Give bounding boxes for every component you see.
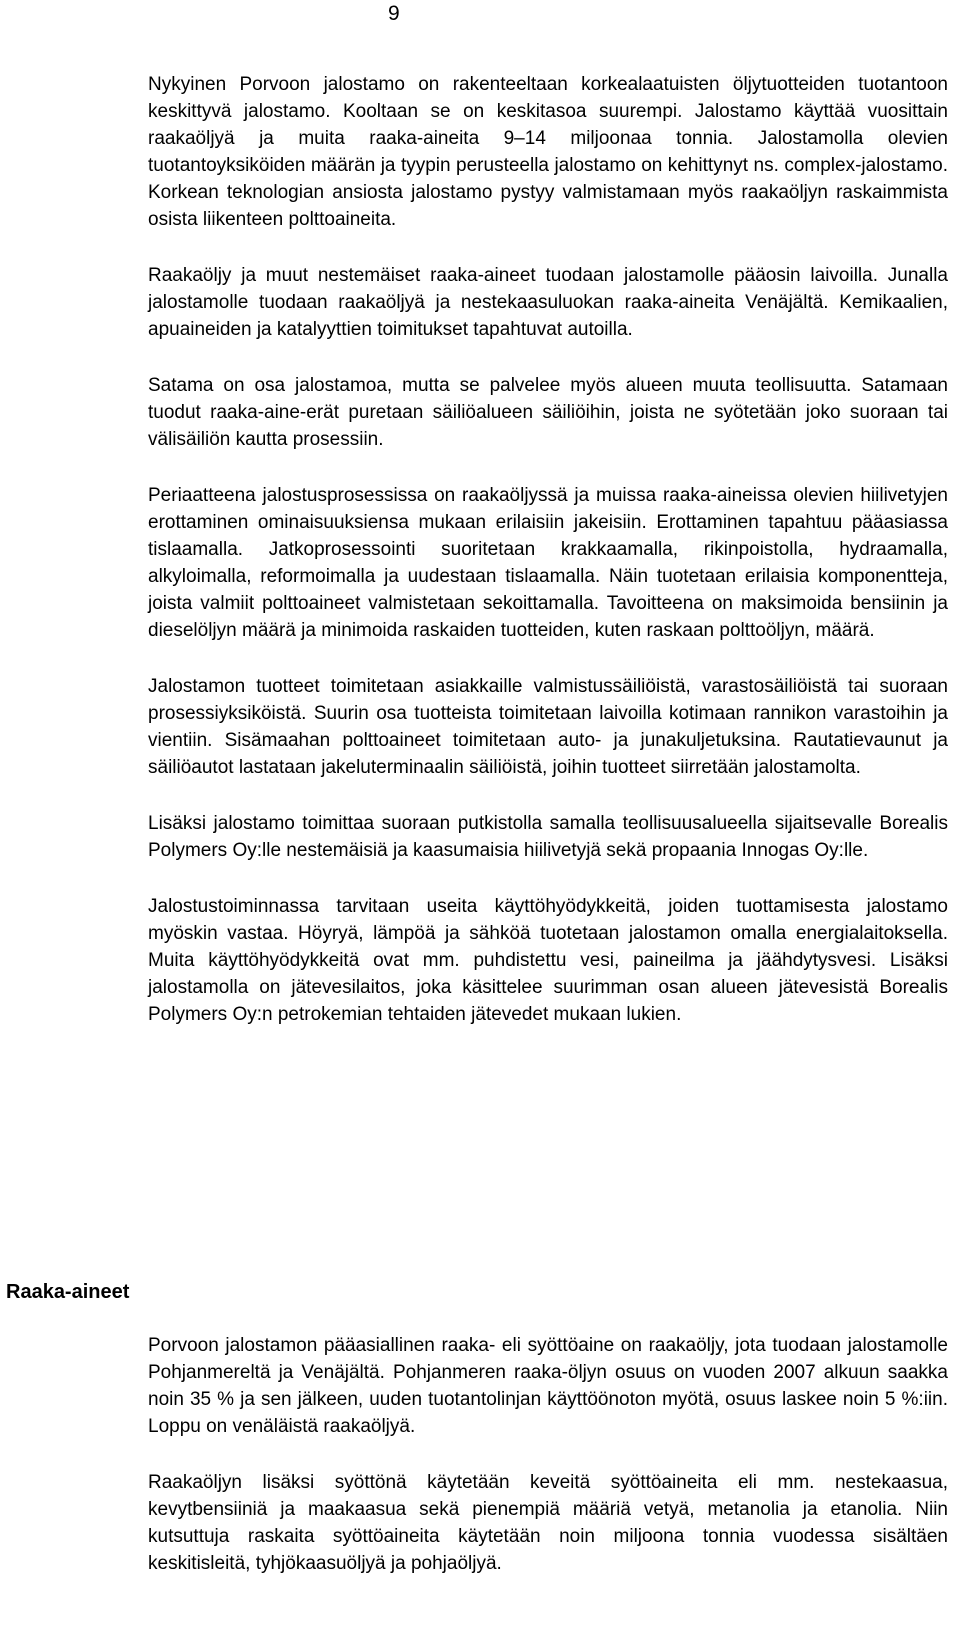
paragraph-main-feedstock: Porvoon jalostamon pääasiallinen raaka- eli syöttöaine on raakaöljy, jota tuodaan jalostamolle Pohjanmereltä ja Venäjältä. Pohjanmeren raaka-öljyn osuus on vuoden 2007 alkuun saakka noin 35 % ja sen jälkeen, uuden tuotantolinjan käyttöönoton myötä, osuus laskee noin 5 %:iin. Loppu on venäläistä raakaöljyä. <box>148 1335 948 1437</box>
paragraph-harbour: Satama on osa jalostamoa, mutta se palvelee myös alueen muuta teollisuutta. Satamaan tuodut raaka-aine-erät puretaan säiliöalueen säiliöihin, joista ne syötetään joko suoraan tai välisäiliön kautta prosessiin. <box>148 375 948 450</box>
paragraph-utilities: Jalostustoiminnassa tarvitaan useita käyttöhyödykkeitä, joiden tuottamisesta jalostamo myöskin vastaa. Höyryä, lämpöä ja sähköä tuotetaan jalostamon omalla energialaitoksella. Muita käyttöhyödykkeitä ovat mm. puhdistettu vesi, paineilma ja jäähdytysvesi. Lisäksi jalostamolla on jätevesilaitos, joka käsittelee suurimman osan alueen jätevesistä Borealis Polymers Oy:n petrokemian tehtaiden jätevedet mukaan lukien. <box>148 896 948 1025</box>
paragraph-refining-process: Periaatteena jalostusprosessissa on raakaöljyssä ja muissa raaka-aineissa olevien hiilivetyjen erottaminen ominaisuuksiensa mukaan erilaisiin jakeisiin. Erottaminen tapahtuu pääasiassa tislaamalla. Jatkoprosessointi suoritetaan krakkaamalla, rikinpoistolla, hydraamalla, alkyloimalla, reformoimalla ja uudestaan tislaamalla. Näin tuotetaan erilaisia komponentteja, joista valmiit polttoaineet valmistetaan sekoittamalla. Tavoitteena on maksimoida bensiinin ja dieselöljyn määrä ja minimoida raskaiden tuotteiden, kuten raskaan polttoöljyn, määrä. <box>148 485 948 641</box>
page-number: 9 <box>388 2 400 25</box>
paragraph-pipeline-supply: Lisäksi jalostamo toimittaa suoraan putkistolla samalla teollisuusalueella sijaitsevalle Borealis Polymers Oy:lle nestemäisiä ja kaasumaisia hiilivetyjä sekä propaania Innogas Oy:lle. <box>148 813 948 861</box>
paragraph-refinery-overview: Nykyinen Porvoon jalostamo on rakenteeltaan korkealaatuisten öljytuotteiden tuotantoon keskittyvä jalostamo. Kooltaan se on keskitasoa suurempi. Jalostamo käyttää vuosittain raakaöljyä ja muita raaka-aineita 9–14 miljoonaa tonnia. Jalostamolla olevien tuotantoyksiköiden määrän ja tyypin perusteella jalostamo on kehittynyt ns. complex-jalostamo. Korkean teknologian ansiosta jalostamo pystyy valmistamaan myös raakaöljyn raskaimmista osista liikenteen polttoaineita. <box>148 74 948 230</box>
body-text <box>148 71 948 1057</box>
section-text <box>148 1332 948 1606</box>
paragraph-other-feedstocks: Raakaöljyn lisäksi syöttönä käytetään keveitä syöttöaineita eli mm. nestekaasua, kevytbensiiniä ja maakaasua sekä pienempiä määriä vetyä, metanolia ja etanolia. Niin kutsuttuja raskaita syöttöaineita käytetään noin miljoona tonnia vuodessa sisältäen keskitisleitä, tyhjökaasuöljyä ja pohjaöljyä. <box>148 1472 948 1574</box>
paragraph-raw-material-delivery: Raakaöljy ja muut nestemäiset raaka-aineet tuodaan jalostamolle pääosin laivoilla. Junalla jalostamolle tuodaan raakaöljyä ja nestekaasuluokan raaka-aineita Venäjältä. Kemikaalien, apuaineiden ja katalyyttien toimitukset tapahtuvat autoilla. <box>148 265 948 340</box>
paragraph-product-delivery: Jalostamon tuotteet toimitetaan asiakkaille valmistussäiliöistä, varastosäiliöistä tai suoraan prosessiyksiköistä. Suurin osa tuotteista toimitetaan laivoilla kotimaan rannikon varastoihin ja vientiin. Sisämaahan polttoaineet toimitetaan auto- ja junakuljetuksina. Rautatievaunut ja säiliöautot lastataan jakeluterminaalin säiliöistä, joihin tuotteet siirretään jalostamolta. <box>148 676 948 778</box>
section-heading: Raaka-aineet <box>6 1281 130 1303</box>
